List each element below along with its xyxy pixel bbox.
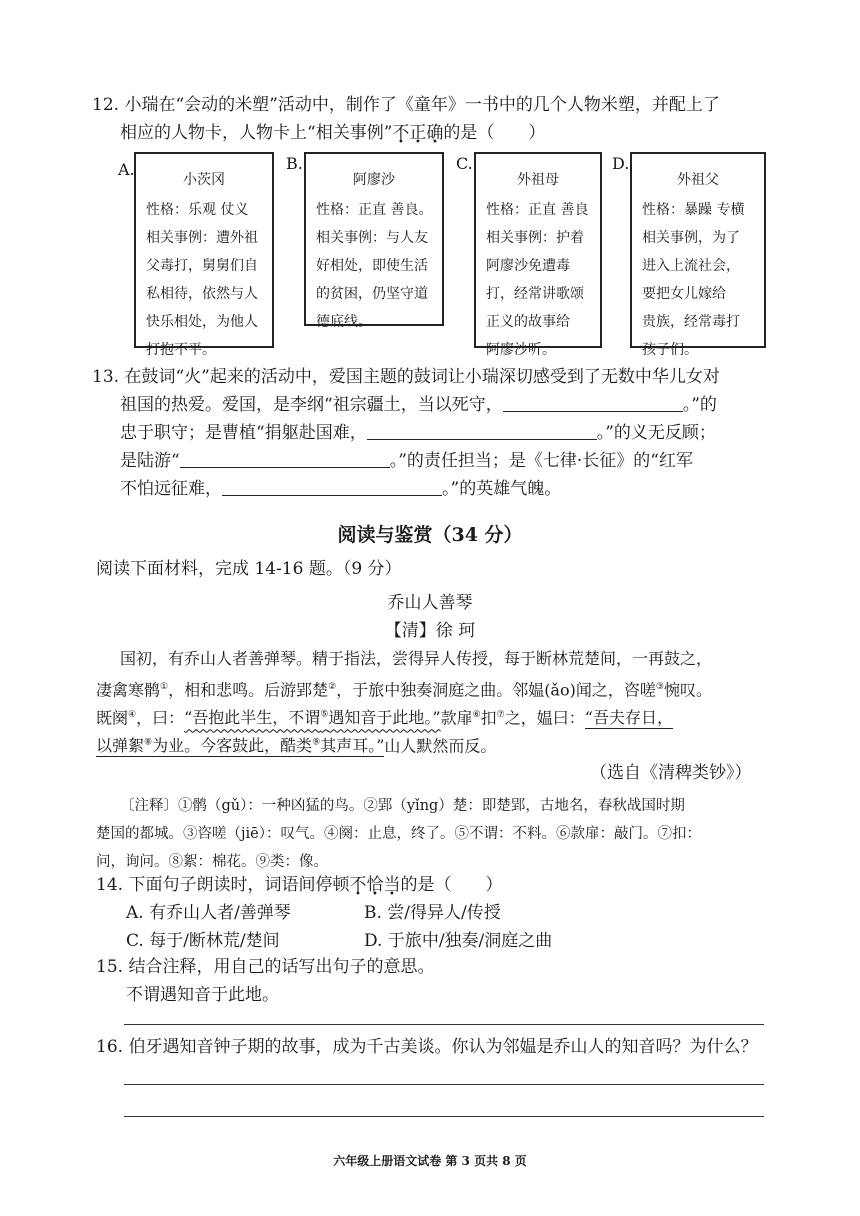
q14-option-c[interactable]: C. 每于/断林荒/楚间 [126, 931, 280, 951]
section-title: 阅读与鉴赏（34 分） [337, 524, 523, 546]
answer-line[interactable] [124, 1084, 764, 1085]
notes-line1: 〔注释〕①鹘（gǔ）：一种凶猛的鸟。②郢（yǐng）楚：即楚郢，古地名，春秋战国时期 [120, 798, 685, 814]
option-b-card: 阿廖沙 性格：正直 善良。 相关事例：与人友 好相处，即使生活 的贫困，仍坚守道 德底线。 [304, 152, 444, 326]
notes-line2: 楚国的都城。③咨嗟（jiē）：叹气。④阕：止息，终了。⑤不谓：不料。⑥款扉：敲门。⑦扣： [96, 826, 701, 842]
option-a-letter: A. [118, 160, 135, 179]
underlined-sentence-cont: 以弹絮⑧为业。今客鼓此，酷类⑨其声耳。” [96, 736, 385, 756]
emphasis-char: 恰 [366, 875, 384, 895]
q13-line1: 13. 在鼓词“火”起来的活动中，爱国主题的鼓词让小瑞深切感受到了无数中华儿女对 [92, 367, 720, 387]
q12-stem-line2: 相应的人物卡，人物卡上“相关事例”不正确的是（ ） [120, 123, 546, 143]
q16-stem: 16. 伯牙遇知音钟子期的故事，成为千古美谈。你认为邻媪是乔山人的知音吗？为什么？ [96, 1037, 758, 1057]
option-d-card: 外祖父 性格：暴躁 专横 相关事例，为了 进入上流社会， 要把女儿嫁给 贵族，经常毒打 孩子们。 [630, 152, 766, 348]
passage-author: 【清】徐 珂 [384, 621, 476, 641]
answer-line[interactable] [124, 1024, 764, 1025]
card-name: 外祖父 [677, 172, 719, 188]
emphasis-dotted-text [349, 875, 400, 895]
q14-stem: 14. 下面句子朗读时，词语间停顿不恰当的是（ ） [96, 875, 503, 895]
passage-line3: 既阕④，曰：“吾抱此半生，不谓⑤遇知音于此地。”款扉⑥扣⑦之，媪曰：“吾夫存日， [96, 708, 673, 728]
emphasis-char: 当 [383, 875, 401, 895]
option-a-card: 小茨冈 性格：乐观 仗义 相关事例：遭外祖 父毒打，舅舅们自 私相待，依然与人 快乐相处，为他人 打抱不平。 [134, 152, 274, 348]
underlined-sentence: “吾夫存日， [584, 708, 673, 728]
reading-intro: 阅读下面材料，完成 14-16 题。（9 分） [96, 559, 402, 579]
passage-source: （选自《清稗类钞》） [590, 763, 752, 783]
option-b-letter: B. [286, 154, 303, 173]
option-c-letter: C. [456, 154, 473, 173]
passage-line1: 国初，有乔山人者善弹琴。精于指法，尝得异人传授，每于断林荒楚间，一再鼓之， [120, 649, 713, 668]
answer-line[interactable] [124, 1116, 764, 1117]
q15-stem: 15. 结合注释，用自己的话写出句子的意思。 [96, 957, 435, 977]
q13-line3: 忠于职守；是曹植“捐躯赴国难， 。”的义无反顾； [120, 423, 716, 443]
answer-blank[interactable] [367, 421, 597, 440]
page-footer: 六年级上册语文试卷 第 3 页共 8 页 [333, 1154, 527, 1168]
card-name: 小茨冈 [183, 172, 225, 188]
q13-line4: 是陆游“ 。”的责任担当；是《七律·长征》的“红军 [120, 451, 693, 471]
answer-blank[interactable] [180, 449, 390, 468]
q14-option-d[interactable]: D. 于旅中/独奏/洞庭之曲 [364, 931, 553, 951]
q14-option-b[interactable]: B. 尝/得异人/传授 [364, 903, 501, 923]
card-name: 阿廖沙 [353, 172, 395, 188]
emphasis-dotted-text [392, 123, 443, 143]
emphasis-char: 不 [392, 123, 410, 143]
emphasis-char: 不 [349, 875, 367, 895]
emphasis-char: 正 [409, 123, 427, 143]
q13-line5: 不怕远征难， 。”的英雄气魄。 [120, 479, 562, 499]
passage-line2: 凄禽寒鹘①，相和悲鸣。后游郢楚②，于旅中独奏洞庭之曲。邻媪(ǎo)闻之，咨嗟③惋叹。 [96, 680, 712, 700]
option-c-card: 外祖母 性格：正直 善良 相关事例：护着 阿廖沙免遭毒 打，经常讲歌颂 正义的故事给 阿廖沙听。 [474, 152, 602, 348]
passage-line4: 以弹絮⑧为业。今客鼓此，酷类⑨其声耳。”山人默然而反。 [96, 736, 497, 756]
q14-option-a[interactable]: A. 有乔山人者/善弹琴 [126, 903, 291, 923]
passage-title: 乔山人善琴 [387, 593, 473, 613]
answer-blank[interactable] [222, 477, 442, 496]
q13-line2: 祖国的热爱。爱国，是李纲“祖宗疆土，当以死守， 。”的 [120, 395, 717, 415]
q15-sentence: 不谓遇知音于此地。 [126, 985, 279, 1005]
card-name: 外祖母 [517, 172, 559, 188]
notes-line3: 问，询问。⑧絮：棉花。⑨类：像。 [96, 854, 328, 870]
option-d-letter: D. [612, 154, 630, 173]
q12-stem-line1: 12. 小瑞在“会动的米塑”活动中，制作了《童年》一书中的几个人物米塑，并配上了 [92, 95, 720, 115]
answer-blank[interactable] [503, 393, 683, 412]
emphasis-char: 确 [426, 123, 444, 143]
wavy-underlined-sentence: “吾抱此半生，不谓⑤遇知音于此地。” [184, 708, 441, 728]
